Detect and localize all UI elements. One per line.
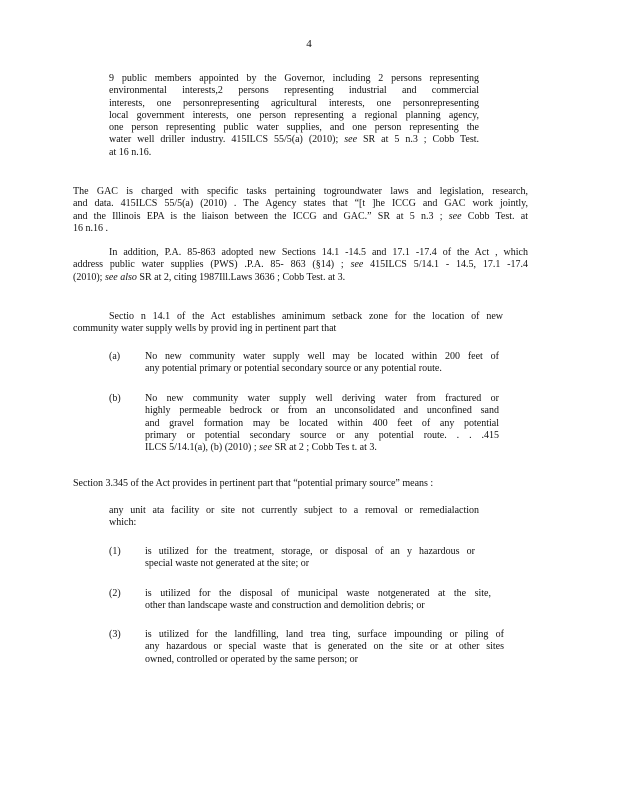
text-line: and data. 415ILCS 55/5(a) (2010) . The Agency states that “[t ]he ICCG and GAC work jointly, [73,198,528,210]
list-marker: (3) [109,629,121,640]
text-line: 9 public members appointed by the Governor, including 2 persons representing [109,73,479,84]
text-line: which: [109,517,137,529]
paragraph-section-14-1 [73,311,503,336]
text-line: water well driller industry. 415ILCS 55/5(a) (2010); see SR at 5 n.3 ; Cobb Test. [109,134,480,146]
paragraph-gac-membership [109,73,479,159]
text-line: primary or potential secondary source or any potential route. . . .415 [145,429,499,441]
text-line: 16 n.16 . [73,222,108,234]
paragraph-definition-intro [109,505,479,530]
text-line: Section 3.345 of the Act provides in pertinent part that “potential primary source” means : [73,478,434,489]
text-line: Sectio n 14.1 of the Act establishes aminimum setback zone for the location of new [109,311,503,322]
text-line: No new community water supply well may be located within 200 feet of [145,351,499,362]
paragraph-pa-85-863 [73,247,528,284]
text-line: other than landscape waste and construction and demolition debris; or [145,600,425,612]
list-marker: (1) [109,546,121,557]
text-line: any potential primary or potential secondary source or any potential route. [145,363,442,375]
text-line: (2010); see also SR at 2, citing 1987Ill.Laws 3636 ; Cobb Test. at 3. [73,271,346,283]
text-line: and the Illinois EPA is the liaison between the ICCG and GAC.” SR at 5 n.3 ; see Cobb Test. at [73,210,528,222]
text-line: In addition, P.A. 85-863 adopted new Sections 14.1 -14.5 and 17.1 -17.4 of the Act , which [109,247,528,258]
text-line: is utilized for the disposal of municipal waste notgenerated at the site, [145,588,491,599]
text-line: interests, one personrepresenting agricultural interests, one personrepresenting [109,97,479,109]
list-marker: (2) [109,588,121,599]
text-line: and gravel formation may be located within 400 feet of any potential [145,417,499,429]
page-number: 4 [306,38,312,50]
text-line: any hazardous or special waste that is generated on the site or at other sites [145,641,504,653]
text-line: highly permeable bedrock or from an unconsolidated and unconfined sand [145,405,499,417]
text-line: community water supply wells by provid ing in pertinent part that [73,323,337,335]
text-line: No new community water supply well deriving water from fractured or [145,393,499,404]
text-line: one person representing public water supplies, and one person representing the [109,122,479,134]
text-line: ILCS 5/14.1(a), (b) (2010) ; see SR at 2 ; Cobb Tes t. at 3. [145,442,377,454]
text-line: any unit ata facility or site not currently subject to a removal or remedialaction [109,505,479,516]
text-line: is utilized for the landfilling, land trea ting, surface impounding or piling of [145,629,504,640]
text-line: address public water supplies (PWS) .P.A. 85- 863 (§14) ; see 415ILCS 5/14.1 - 14.5, 17.1 -17.4 [73,259,529,271]
text-line: at 16 n.16. [109,146,152,158]
paragraph-gac-tasks [73,186,528,235]
text-line: is utilized for the treatment, storage, or disposal of an y hazardous or [145,546,475,557]
text-line: special waste not generated at the site; or [145,558,310,570]
text-line: owned, controlled or operated by the same person; or [145,653,358,665]
paragraph-section-3-345 [73,478,513,490]
list-marker: (a) [109,351,121,362]
text-line: The GAC is charged with specific tasks pertaining togroundwater laws and legislation, research, [73,186,528,197]
text-line: local government interests, one person representing a regional planning agency, [109,109,479,121]
text-line: environmental interests,2 persons representing industrial and commercial [109,85,479,97]
list-marker: (b) [109,393,121,404]
